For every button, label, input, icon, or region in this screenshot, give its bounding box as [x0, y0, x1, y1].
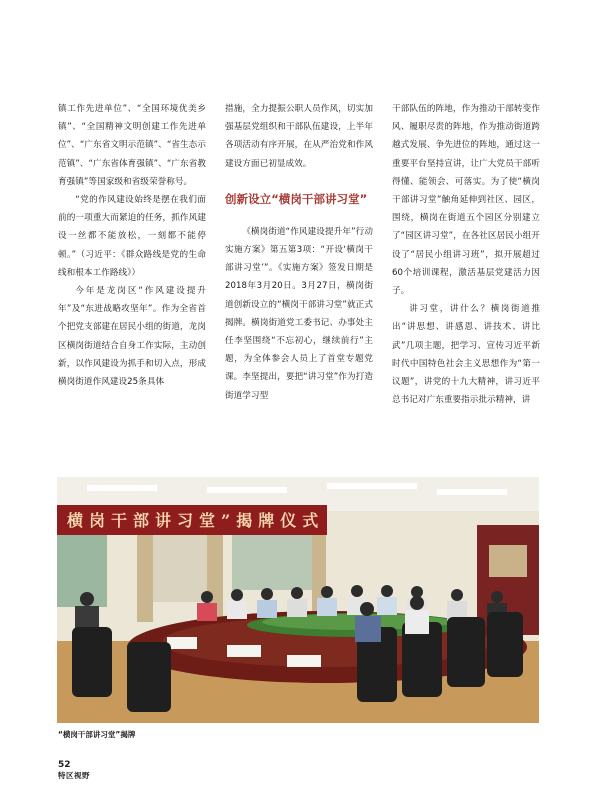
paragraph: 措施，全力提振公职人员作风，切实加强基层党组织和干部队伍建设，上半年各项活动有序开展，在从严治党和作风建设方面已初显成效。 — [225, 104, 373, 169]
photo-caption: “横岗干部讲习堂”揭牌 — [58, 730, 136, 739]
magazine-name: 特区视野 — [58, 771, 90, 780]
article-column-middle — [225, 100, 373, 405]
page-number: 52 — [58, 760, 71, 770]
paragraph: 《横岗街道“作风建设提升年”行动实施方案》第五第3项：“开设‘横岗干部讲习堂’”。《实施方案》签发日期是2018年3月20日。3月27日，横岗街道创新设立的“横岗干部讲习堂”就正式揭牌。横岗街道党工委书记、办事处主任李坚围绕“不忘初心，继续前行”主题，为全体参会人员上了首堂专题党课。李坚提出，要把“讲习堂”作为打造街道学习型 — [225, 226, 373, 401]
paragraph: 讲习堂，讲什么？横岗街道推出“讲思想、讲感恩、讲技术、讲比武”几项主题，把学习、宣传习近平新时代中国特色社会主义思想作为“第一议题”，讲党的十九大精神，讲习近平总书记对广东重要指示批示精神，讲 — [392, 304, 540, 406]
section-heading: 创新设立“横岗干部讲习堂” — [225, 191, 368, 206]
paragraph: “党的作风建设始终是摆在我们面前的一项重大而紧迫的任务，抓作风建设一丝都不能放松，一刻都不能停顿。”（习近平：《群众路线是党的生命线和根本工作路线》） — [58, 195, 206, 278]
meeting-photo — [57, 477, 539, 723]
article-column-right — [392, 100, 540, 409]
meeting-room-illustration — [57, 477, 539, 723]
paragraph: 镇工作先进单位”、“全国环境优美乡镇”、“全国精神文明创建工作先进单位”、“广东省文明示范镇”、“省生态示范镇”、“广东省体育强镇”、“广东省教育强镇”等国家级和省级荣誉称号。 — [58, 104, 206, 187]
paragraph: 干部队伍的阵地，作为推动干部转变作风、履职尽责的阵地，作为推动街道跨越式发展、争先进位的阵地，通过这一重要平台坚持宣讲，让广大党员干部听得懂、能领会、可落实。为了使“横岗干部讲习堂”触角延伸到社区、园区，围绕，横岗在街道五个园区分别建立了“园区讲习堂”，在各社区居民小组开设了“居民小组讲习班”，拟开展超过60个培训课程，激活基层党建活力因子。 — [392, 104, 540, 297]
article-column-left — [58, 100, 206, 391]
banner-text: 横岗干部讲习堂”揭牌仪式 — [67, 511, 325, 530]
paragraph: 今年是龙岗区“作风建设提升年”及“东进战略攻坚年”。作为全省首个把党支部建在居民小组的街道，龙岗区横岗街道结合自身工作实际，主动创新，以作风建设为抓手和切入点，形成横岗街道作风建设25条具体 — [58, 286, 206, 388]
